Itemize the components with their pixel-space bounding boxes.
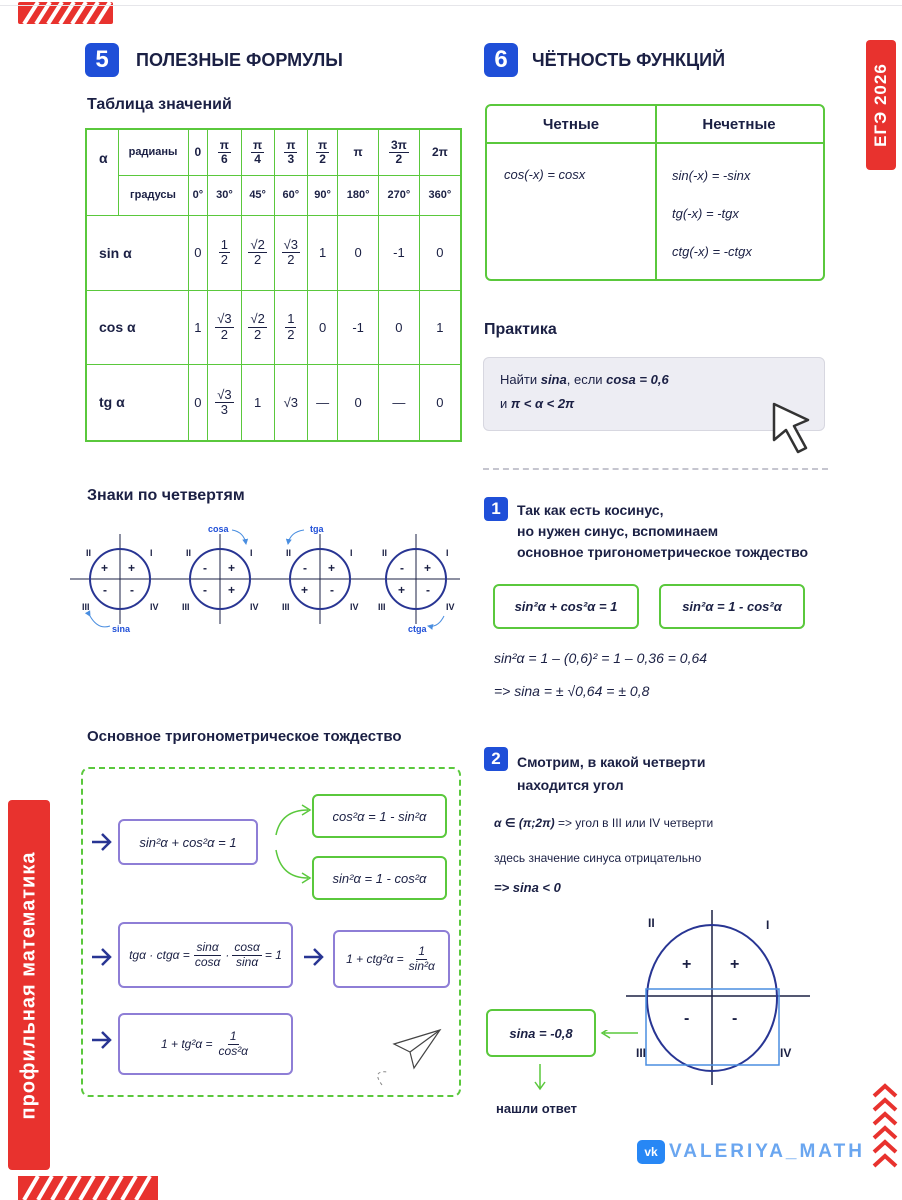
step-2-text: Смотрим, в какой четверти находится угол bbox=[517, 754, 706, 793]
table-row bbox=[86, 364, 461, 441]
rad-label: радианы bbox=[118, 129, 188, 175]
rad-3pi2: $\frac{3\pi}{2}$ bbox=[379, 129, 420, 175]
row-label: sin α bbox=[86, 216, 188, 290]
value-cell: -1 bbox=[379, 216, 420, 290]
section-6-title: ЧЁТНОСТЬ ФУНКЦИЙ bbox=[532, 50, 726, 70]
step-1-text: Так как есть косинус, но нужен синус, вспоминаем основное тригонометрическое тождество bbox=[517, 502, 809, 560]
even-header: Четные bbox=[487, 106, 655, 144]
svg-text:I: I bbox=[150, 548, 153, 558]
step-1-number: 1 bbox=[484, 497, 508, 521]
value-cell: $\frac{√2}{2}$ bbox=[241, 290, 274, 364]
svg-text:+: + bbox=[301, 583, 309, 597]
step-2-line-2: здесь значение синуса отрицательно bbox=[494, 851, 702, 865]
rad-0: 0 bbox=[188, 129, 208, 175]
ctg-quadrant-circle bbox=[370, 534, 460, 634]
svg-text:+: + bbox=[328, 561, 336, 575]
row-label: cos α bbox=[86, 290, 188, 364]
svg-text:-: - bbox=[400, 561, 404, 575]
svg-text:II: II bbox=[86, 548, 92, 558]
svg-text:I: I bbox=[250, 548, 253, 558]
exam-banner: ЕГЭ 2026 bbox=[866, 40, 896, 170]
value-cell: 0 bbox=[307, 290, 337, 364]
row-label: tg α bbox=[86, 364, 188, 441]
svg-text:III: III bbox=[182, 602, 190, 612]
svg-text:-: - bbox=[684, 1010, 690, 1027]
brand-logo bbox=[637, 1140, 865, 1164]
rad-pi3: $\frac{\pi}{3}$ bbox=[274, 129, 307, 175]
svg-text:II: II bbox=[286, 548, 292, 558]
svg-text:+: + bbox=[398, 583, 406, 597]
table-row bbox=[86, 216, 461, 290]
svg-text:I: I bbox=[350, 548, 353, 558]
step-1-calc-1: sin²α = 1 – (0,6)² = 1 – 0,36 = 0,64 bbox=[494, 650, 708, 666]
svg-text:-: - bbox=[732, 1010, 738, 1027]
sin-quadrant-circle bbox=[70, 534, 176, 634]
svg-text:II: II bbox=[186, 548, 192, 558]
value-cell: 1 bbox=[419, 290, 461, 364]
unit-circle-diagram bbox=[626, 905, 810, 1085]
odd-header: Нечетные bbox=[655, 106, 823, 144]
section-6-number: 6 bbox=[484, 43, 518, 77]
identity-title: Основное тригонометрическое тождество bbox=[87, 728, 402, 745]
value-cell: 0 bbox=[379, 290, 420, 364]
tg-ctg-product-box: tgα · ctgα = $\frac{\sin\alpha}{\cos\alpha}$ · $\frac{\cos\alpha}{\sin\alpha}$ = 1 bbox=[118, 922, 293, 988]
value-cell: 1 bbox=[241, 364, 274, 441]
deg-cell: 60° bbox=[274, 175, 307, 215]
deg-cell: 360° bbox=[419, 175, 461, 215]
rad-pi6: $\frac{\pi}{6}$ bbox=[208, 129, 241, 175]
value-cell: $\frac{1}{2}$ bbox=[274, 290, 307, 364]
value-cell: — bbox=[307, 364, 337, 441]
svg-text:+: + bbox=[682, 956, 692, 973]
brand-name: VALERIYA_MATH bbox=[669, 1141, 865, 1162]
value-cell: 0 bbox=[188, 216, 208, 290]
svg-text:-: - bbox=[203, 583, 207, 597]
cos-from-identity-box: cos²α = 1 - sin²α bbox=[312, 794, 447, 838]
sin-from-identity-box: sin²α = 1 - cos²α bbox=[312, 856, 447, 900]
step-2-line-3: => sina < 0 bbox=[494, 880, 561, 895]
even-formula: cos(-x) = cosx bbox=[504, 167, 586, 182]
bottom-stripes bbox=[18, 1176, 158, 1200]
svg-text:-: - bbox=[303, 561, 307, 575]
deg-cell: 180° bbox=[338, 175, 379, 215]
deg-cell: 30° bbox=[208, 175, 241, 215]
value-cell: √3 bbox=[274, 364, 307, 441]
deg-cell: 270° bbox=[379, 175, 420, 215]
svg-text:III: III bbox=[636, 1046, 647, 1060]
svg-text:+: + bbox=[101, 561, 109, 575]
tg-identity-box: 1 + tg²α = $\frac{1}{\text{cos²α}}$ bbox=[118, 1013, 293, 1075]
practice-title: Практика bbox=[484, 321, 557, 338]
step-1-calc-2: => sina = ± √0,64 = ± 0,8 bbox=[494, 683, 650, 699]
rad-pi4: $\frac{\pi}{4}$ bbox=[241, 129, 274, 175]
svg-text:I: I bbox=[446, 548, 449, 558]
svg-text:IV: IV bbox=[150, 602, 159, 612]
value-cell: 0 bbox=[419, 216, 461, 290]
svg-text:IV: IV bbox=[780, 1046, 792, 1060]
value-cell: 0 bbox=[338, 364, 379, 441]
svg-text:IV: IV bbox=[250, 602, 259, 612]
value-cell: 1 bbox=[188, 290, 208, 364]
table-row bbox=[86, 290, 461, 364]
value-cell: 0 bbox=[188, 364, 208, 441]
answer-found-label: нашли ответ bbox=[496, 1101, 578, 1116]
answer-arrows bbox=[530, 1030, 640, 1094]
svg-text:tga: tga bbox=[310, 524, 324, 534]
step-1-identity-box: sin²α + cos²α = 1 bbox=[493, 584, 639, 629]
cos-quadrant-circle bbox=[170, 524, 276, 624]
svg-text:-: - bbox=[203, 561, 207, 575]
section-5-title: ПОЛЕЗНЫЕ ФОРМУЛЫ bbox=[136, 50, 343, 70]
deg-cell: 0° bbox=[188, 175, 208, 215]
top-rule bbox=[0, 5, 902, 6]
svg-text:III: III bbox=[82, 602, 90, 612]
deg-label: градусы bbox=[118, 175, 188, 215]
svg-text:II: II bbox=[648, 916, 655, 930]
ctg-identity-box: 1 + ctg²α = $\frac{1}{\text{sin²α}}$ bbox=[333, 930, 450, 988]
value-cell: $\frac{√3}{2}$ bbox=[208, 290, 241, 364]
values-table bbox=[85, 128, 462, 442]
step-1-sin-box: sin²α = 1 - cos²α bbox=[659, 584, 805, 629]
quadrant-signs-diagram bbox=[68, 520, 463, 640]
step-2-line-1: α ∈ (π;2π) => угол в III или IV четверти bbox=[494, 816, 714, 830]
vk-icon: vk bbox=[637, 1140, 665, 1164]
svg-text:-: - bbox=[103, 583, 107, 597]
section-5-number: 5 bbox=[85, 43, 119, 77]
svg-text:-: - bbox=[330, 583, 334, 597]
svg-text:+: + bbox=[228, 561, 236, 575]
odd-formula: sin(-x) = -sinx bbox=[672, 168, 751, 183]
value-cell: — bbox=[379, 364, 420, 441]
practice-task-line1: Найти sina, если cosa = 0,6 bbox=[500, 372, 669, 387]
identity-main-box: sin²α + cos²α = 1 bbox=[118, 819, 258, 865]
deg-cell: 45° bbox=[241, 175, 274, 215]
svg-text:+: + bbox=[424, 561, 432, 575]
parity-table bbox=[485, 104, 825, 281]
svg-text:ctga: ctga bbox=[408, 624, 427, 634]
svg-text:IV: IV bbox=[446, 602, 455, 612]
subject-banner: профильная математика bbox=[8, 800, 50, 1170]
odd-formula: tg(-x) = -tgx bbox=[672, 206, 739, 221]
svg-text:-: - bbox=[426, 583, 430, 597]
value-cell: 0 bbox=[419, 364, 461, 441]
svg-text:IV: IV bbox=[350, 602, 359, 612]
tg-quadrant-circle bbox=[270, 524, 376, 624]
rad-pi: π bbox=[338, 129, 379, 175]
value-cell: $\frac{√3}{2}$ bbox=[274, 216, 307, 290]
alpha-header: α bbox=[86, 129, 118, 216]
value-cell: $\frac{√3}{3}$ bbox=[208, 364, 241, 441]
step-2-number: 2 bbox=[484, 747, 508, 771]
svg-text:I: I bbox=[766, 918, 770, 932]
odd-formula: ctg(-x) = -ctgx bbox=[672, 244, 752, 259]
svg-text:+: + bbox=[228, 583, 236, 597]
svg-text:II: II bbox=[382, 548, 388, 558]
chevrons-decoration bbox=[870, 1082, 900, 1174]
practice-task-line2: и π < α < 2π bbox=[500, 396, 575, 411]
answer-box: sina = -0,8 bbox=[486, 1009, 596, 1057]
svg-text:III: III bbox=[378, 602, 386, 612]
svg-text:+: + bbox=[730, 956, 740, 973]
value-cell: 0 bbox=[338, 216, 379, 290]
value-cell: 1 bbox=[307, 216, 337, 290]
rad-2pi: 2π bbox=[419, 129, 461, 175]
svg-text:sina: sina bbox=[112, 624, 131, 634]
rad-pi2: $\frac{\pi}{2}$ bbox=[307, 129, 337, 175]
svg-text:-: - bbox=[130, 583, 134, 597]
svg-text:III: III bbox=[282, 602, 290, 612]
cursor-icon bbox=[770, 400, 816, 460]
values-table-title: Таблица значений bbox=[87, 96, 232, 113]
signs-title: Знаки по четвертям bbox=[87, 487, 245, 504]
value-cell: $\frac{1}{2}$ bbox=[208, 216, 241, 290]
value-cell: -1 bbox=[338, 290, 379, 364]
section-divider bbox=[483, 468, 828, 470]
deg-cell: 90° bbox=[307, 175, 337, 215]
svg-text:cosa: cosa bbox=[208, 524, 229, 534]
value-cell: $\frac{√2}{2}$ bbox=[241, 216, 274, 290]
svg-text:+: + bbox=[128, 561, 136, 575]
